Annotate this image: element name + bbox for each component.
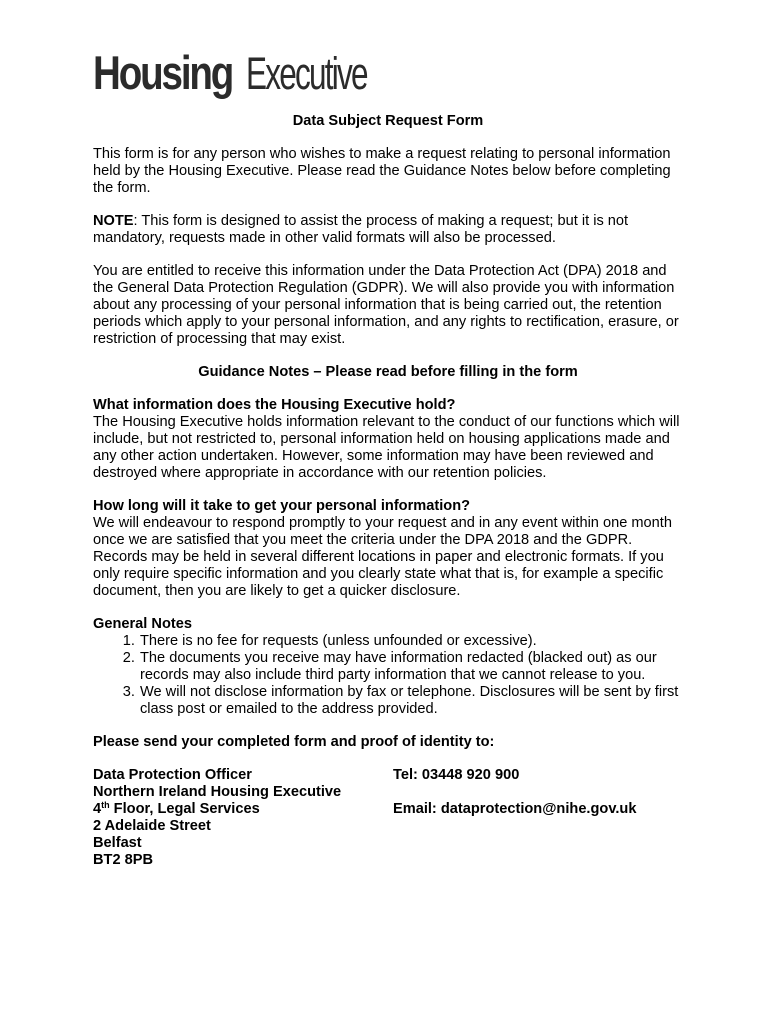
email-address: Email: dataprotection@nihe.gov.uk <box>393 801 637 817</box>
floor-line <box>93 801 393 818</box>
q2-text-1: We will endeavour to respond promptly to your request and in any event within one month once we are satisfied that you meet the criteria under the DPA 2018 and the GDPR. <box>93 515 672 548</box>
entitlement-paragraph: You are entitled to receive this information under the Data Protection Act (DPA) 2018 and the General Data Protection Regulation (GDPR). We will also provide you with information about any processing of your personal information that is being carried out, the retention periods which apply to your personal information, and any rights to rectification, erasure, or restriction of processing that may exist. <box>93 263 679 347</box>
organisation-name: Northern Ireland Housing Executive <box>93 784 342 800</box>
note-paragraph <box>93 213 683 247</box>
contact-details <box>393 767 683 869</box>
spacer <box>393 784 683 801</box>
guidance-heading: Guidance Notes – Please read before filling in the form <box>198 364 578 380</box>
q2-heading: How long will it take to get your personal information? <box>93 498 471 514</box>
officer-name: Data Protection Officer <box>93 767 252 783</box>
note-text: : This form is designed to assist the process of making a request; but it is not mandatory, requests made in other valid formats will also be processed. <box>93 213 629 246</box>
housing-executive-logo <box>93 46 418 100</box>
postal-address <box>93 767 393 869</box>
general-notes-heading: General Notes <box>93 616 192 632</box>
general-notes-list <box>93 633 683 718</box>
q1-text: The Housing Executive holds information relevant to the conduct of our functions which will include, but not restricted to, personal information held on housing applications made and any other action undertaken. However, some information may have been reviewed and destroyed where appropriate in accordance with our retention policies. <box>93 414 680 481</box>
q1-heading: What information does the Housing Executive hold? <box>93 397 456 413</box>
city-line: Belfast <box>93 835 142 851</box>
logo-housing: Housing <box>93 46 233 99</box>
document-body <box>93 113 683 869</box>
q1-section <box>93 397 683 482</box>
list-item: 2. The documents you receive may have information redacted (blacked out) as our records may also include third party information that we cannot release to you. <box>139 650 683 684</box>
list-item: 3. We will not disclose information by fax or telephone. Disclosures will be sent by first class post or emailed to the address provided. <box>139 684 683 718</box>
send-heading: Please send your completed form and proof of identity to: <box>93 734 495 750</box>
q2-text-2: Records may be held in several different locations in paper and electronic formats. If you only require specific information and you clearly state what that is, for example a specific document, then you are likely to get a quicker disclosure. <box>93 549 664 599</box>
telephone: Tel: 03448 920 900 <box>393 767 520 783</box>
contact-block <box>93 767 683 869</box>
form-title: Data Subject Request Form <box>292 113 484 129</box>
floor-number: 4 <box>93 801 102 817</box>
floor-suffix: th <box>101 800 110 810</box>
note-label: NOTE <box>93 213 134 229</box>
street-line: 2 Adelaide Street <box>93 818 211 834</box>
intro-paragraph: This form is for any person who wishes to make a request relating to personal information held by the Housing Executive. Please read the Guidance Notes below before completing the form. <box>93 146 671 196</box>
postcode-line: BT2 8PB <box>93 852 154 868</box>
q2-section <box>93 498 683 600</box>
list-item: 1. There is no fee for requests (unless unfounded or excessive). <box>139 633 683 650</box>
floor-rest: Floor, Legal Services <box>109 801 260 817</box>
logo-executive: Executive <box>245 48 367 99</box>
